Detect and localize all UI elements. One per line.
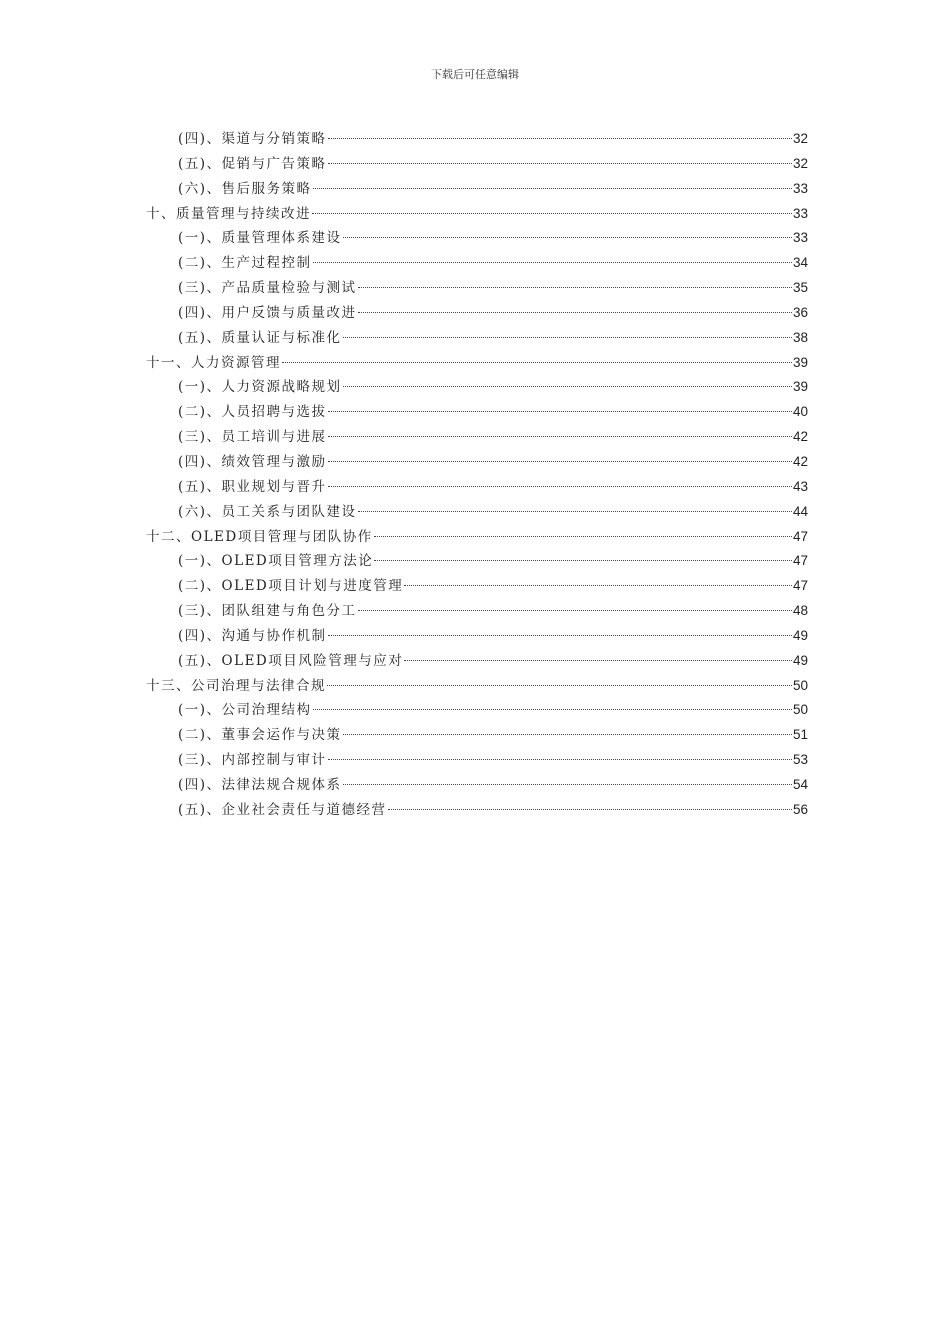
toc-section-entry[interactable] — [146, 574, 808, 599]
dot-leader — [313, 262, 792, 263]
toc-entry-page-number: 43 — [792, 478, 808, 494]
toc-section-entry[interactable] — [146, 326, 808, 351]
toc-entry-title: 十一、人力资源管理 — [146, 354, 281, 371]
toc-section-entry[interactable] — [146, 475, 808, 500]
toc-entry-page-number: 34 — [792, 255, 808, 271]
dot-leader — [343, 337, 792, 338]
toc-entry-title: (四)、沟通与协作机制 — [178, 627, 327, 644]
toc-entry-page-number: 33 — [792, 180, 808, 196]
page-header: 下载后可任意编辑 — [431, 68, 519, 81]
toc-entry-page-number: 44 — [792, 503, 808, 519]
dot-leader — [358, 610, 792, 611]
toc-entry-title: (三)、内部控制与审计 — [178, 752, 327, 769]
toc-entry-page-number: 32 — [792, 131, 808, 146]
toc-section-entry[interactable] — [146, 723, 808, 748]
toc-entry-title: (三)、产品质量检验与测试 — [178, 280, 357, 297]
toc-entry-page-number: 33 — [792, 230, 808, 246]
dot-leader — [358, 312, 792, 313]
toc-entry-page-number: 40 — [792, 404, 808, 420]
toc-entry-page-number: 47 — [792, 578, 808, 594]
toc-section-entry[interactable] — [146, 698, 808, 723]
toc-entry-title: (二)、生产过程控制 — [178, 255, 312, 272]
toc-entry-title: (二)、人员招聘与选拔 — [178, 404, 327, 421]
toc-entry-page-number: 32 — [792, 155, 808, 171]
dot-leader — [328, 436, 792, 437]
toc-entry-page-number: 48 — [792, 603, 808, 619]
dot-leader — [374, 536, 792, 537]
toc-entry-title: (四)、绩效管理与激励 — [178, 453, 327, 470]
toc-entry-page-number: 54 — [792, 776, 808, 792]
toc-entry-title: (一)、质量管理体系建设 — [178, 230, 342, 247]
toc-section-entry[interactable] — [146, 624, 808, 649]
toc-section-entry[interactable] — [146, 226, 808, 251]
toc-entry-page-number: 42 — [792, 453, 808, 469]
toc-entry-title: (一)、OLED项目管理方法论 — [178, 553, 374, 570]
toc-entry-title: (六)、员工关系与团队建设 — [178, 503, 357, 520]
toc-section-entry[interactable] — [146, 251, 808, 276]
toc-entry-page-number: 42 — [792, 429, 808, 445]
dot-leader — [404, 585, 792, 586]
toc-entry-title: 十三、公司治理与法律合规 — [146, 677, 326, 694]
toc-entry-title: (二)、OLED项目计划与进度管理 — [178, 578, 404, 595]
toc-chapter-entry[interactable] — [146, 202, 808, 227]
toc-entry-title: (六)、售后服务策略 — [178, 180, 312, 197]
toc-section-entry[interactable] — [146, 177, 808, 202]
dot-leader — [313, 709, 792, 710]
toc-entry-title: (一)、人力资源战略规划 — [178, 379, 342, 396]
toc-section-entry[interactable] — [146, 375, 808, 400]
dot-leader — [328, 486, 792, 487]
toc-section-entry[interactable] — [146, 773, 808, 798]
toc-section-entry[interactable] — [146, 500, 808, 525]
dot-leader — [312, 213, 792, 214]
toc-entry-page-number: 47 — [792, 528, 808, 544]
toc-section-entry[interactable] — [146, 400, 808, 425]
dot-leader — [282, 362, 792, 363]
toc-section-entry[interactable] — [146, 450, 808, 475]
toc-entry-title: (一)、公司治理结构 — [178, 702, 312, 719]
dot-leader — [343, 734, 792, 735]
toc-entry-page-number: 47 — [792, 553, 808, 569]
dot-leader — [343, 386, 792, 387]
toc-section-entry[interactable] — [146, 549, 808, 574]
toc-entry-page-number: 36 — [792, 304, 808, 320]
dot-leader — [358, 511, 792, 512]
toc-section-entry[interactable] — [146, 649, 808, 674]
toc-entry-title: (五)、企业社会责任与道德经营 — [178, 801, 387, 818]
dot-leader — [328, 461, 792, 462]
toc-entry-page-number: 53 — [792, 752, 808, 768]
toc-section-entry[interactable] — [146, 276, 808, 301]
toc-entry-page-number: 49 — [792, 652, 808, 668]
toc-entry-page-number: 56 — [792, 801, 808, 817]
dot-leader — [328, 138, 792, 139]
toc-entry-page-number: 33 — [792, 205, 808, 221]
dot-leader — [327, 685, 792, 686]
dot-leader — [328, 163, 792, 164]
toc-section-entry[interactable] — [146, 152, 808, 177]
toc-entry-page-number: 35 — [792, 280, 808, 296]
toc-entry-page-number: 49 — [792, 627, 808, 643]
toc-entry-title: (五)、职业规划与晋升 — [178, 478, 327, 495]
toc-section-entry[interactable] — [146, 599, 808, 624]
toc-entry-title: (四)、法律法规合规体系 — [178, 776, 342, 793]
toc-chapter-entry[interactable] — [146, 351, 808, 376]
toc-entry-title: (二)、董事会运作与决策 — [178, 727, 342, 744]
toc-chapter-entry[interactable] — [146, 674, 808, 699]
toc-entry-title: (五)、OLED项目风险管理与应对 — [178, 652, 404, 669]
toc-entry-page-number: 51 — [792, 727, 808, 743]
toc-section-entry[interactable] — [146, 748, 808, 773]
toc-entry-title: 十、质量管理与持续改进 — [146, 205, 311, 222]
toc-entry-title: (四)、用户反馈与质量改进 — [178, 304, 357, 321]
dot-leader — [328, 759, 792, 760]
toc-entry-page-number: 38 — [792, 329, 808, 345]
toc-chapter-entry[interactable] — [146, 525, 808, 550]
toc-entry-page-number: 50 — [792, 702, 808, 718]
dot-leader — [343, 237, 792, 238]
toc-entry-title: (三)、员工培训与进展 — [178, 429, 327, 446]
dot-leader — [343, 784, 792, 785]
toc-entry-title: (五)、促销与广告策略 — [178, 155, 327, 172]
toc-section-entry[interactable] — [146, 127, 808, 152]
toc-entry-page-number: 39 — [792, 379, 808, 395]
toc-entry-title: (四)、渠道与分销策略 — [178, 131, 327, 147]
dot-leader — [358, 287, 792, 288]
dot-leader — [388, 809, 792, 810]
dot-leader — [328, 411, 792, 412]
toc-section-entry[interactable] — [146, 301, 808, 326]
dot-leader — [374, 560, 792, 561]
toc-entry-title: 十二、OLED项目管理与团队协作 — [146, 528, 373, 545]
toc-entry-title: (三)、团队组建与角色分工 — [178, 603, 357, 620]
toc-entry-title: (五)、质量认证与标准化 — [178, 329, 342, 346]
toc-entry-page-number: 50 — [792, 677, 808, 693]
dot-leader — [328, 635, 792, 636]
toc-section-entry[interactable] — [146, 798, 808, 823]
table-of-contents — [146, 127, 808, 823]
toc-section-entry[interactable] — [146, 425, 808, 450]
dot-leader — [404, 660, 792, 661]
toc-entry-page-number: 39 — [792, 354, 808, 370]
dot-leader — [313, 188, 792, 189]
